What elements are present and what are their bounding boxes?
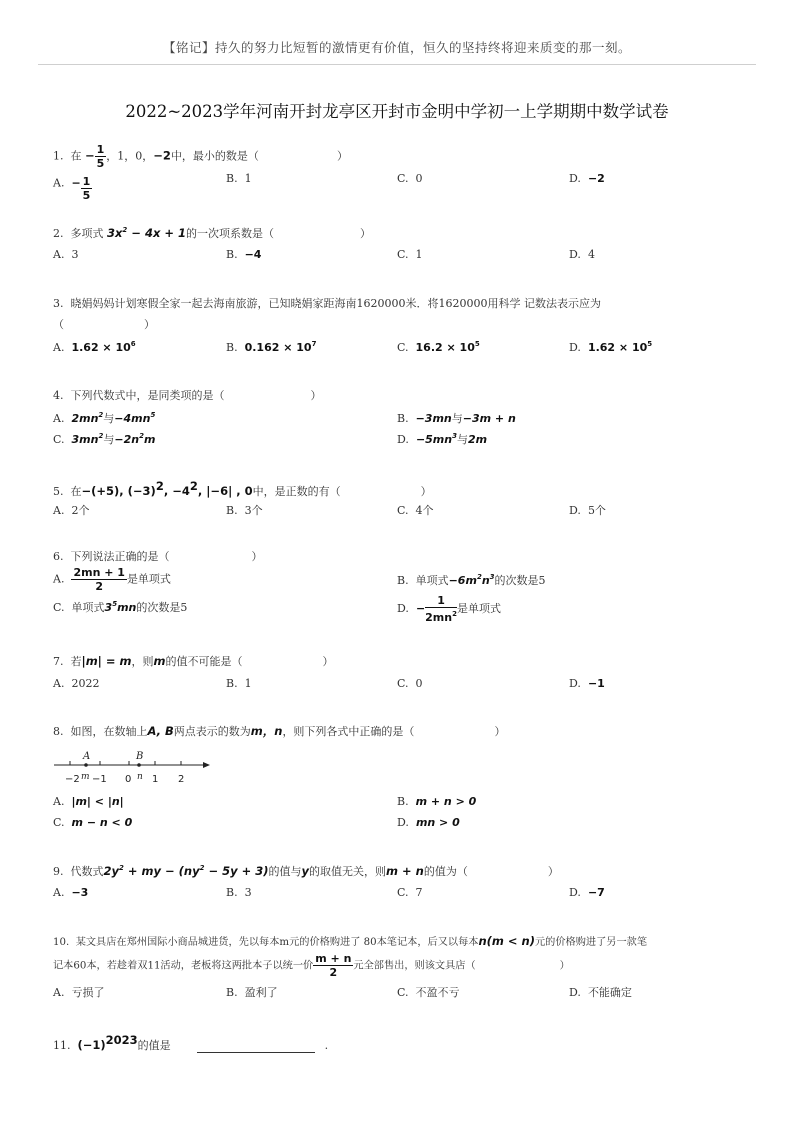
q4-option-b[interactable]: B. −3mn与−3m + n: [397, 412, 516, 425]
q8-option-d[interactable]: D. mn > 0: [397, 816, 460, 829]
q3-option-d[interactable]: D. $1.62 \times 10^5$: [569, 340, 653, 354]
q9-option-d[interactable]: D. −7: [569, 886, 605, 899]
q9-option-b[interactable]: B. 3: [226, 886, 252, 899]
q1-option-d[interactable]: D. −2: [569, 172, 605, 185]
point-b: [137, 763, 141, 767]
q9-option-c[interactable]: C. 7: [397, 886, 423, 899]
q3-option-a[interactable]: A. $1.62 \times 10^6$: [53, 340, 136, 354]
question-5: 5. 在−(+5), $(-3)^2$, $-4^2$, |−6| , 0中，是正数的有（ ）: [53, 479, 432, 498]
tick-label-minus-2: −2: [65, 774, 80, 785]
q10-option-b[interactable]: B. 盈利了: [226, 986, 278, 999]
question-7: 7. 若|m| = m，则m的值不可能是（ ）: [53, 654, 334, 668]
q1-option-b[interactable]: B. 1: [226, 172, 252, 185]
tick-label-2: 2: [178, 774, 185, 785]
question-3: 3. 晓娟妈妈计划寒假全家一起去海南旅游，已知晓娟家距海南1620000米．将1620000用科学 记数法表示应为: [53, 297, 601, 310]
q10-option-a[interactable]: A. 亏损了: [53, 986, 105, 999]
motto-banner: 【铭记】持久的努力比短暂的激情更有价值，恒久的坚持终将迎来质变的那一刻。: [162, 40, 631, 55]
q7-option-b[interactable]: B. 1: [226, 677, 252, 690]
q6-option-c[interactable]: C. 单项式$3^5mn$的次数是5: [53, 600, 188, 614]
header-divider: [38, 64, 756, 65]
q2-option-d[interactable]: D. 4: [569, 248, 595, 261]
q8-option-a[interactable]: A. |m| < |n|: [53, 795, 124, 808]
q8-option-c[interactable]: C. m − n < 0: [53, 816, 133, 829]
q5-option-d[interactable]: D. 5个: [569, 504, 606, 517]
fraction-d: $\frac{1}{2mn^2}$: [425, 594, 457, 624]
q1-option-c[interactable]: C. 0: [397, 172, 423, 185]
q5-option-a[interactable]: A. 2个: [53, 504, 90, 517]
question-8: 8. 如图，在数轴上A, B两点表示的数为m，n，则下列各式中正确的是（ ）: [53, 724, 506, 738]
question-2: 2. 多项式 $3x^2 - 4x + 1$的一次项系数是（ ）: [53, 226, 372, 240]
label-b: B: [136, 751, 144, 762]
question-11: 11. $(-1)^{2023}$的值是 .: [53, 1033, 329, 1052]
number-line-figure: [52, 748, 214, 788]
tick-label-0: 0: [125, 774, 132, 785]
q7-option-c[interactable]: C. 0: [397, 677, 423, 690]
q3-option-c[interactable]: C. $16.2 \times 10^5$: [397, 340, 480, 354]
arrow-right-icon: [203, 762, 210, 768]
q5-option-c[interactable]: C. 4个: [397, 504, 434, 517]
q7-option-a[interactable]: A. 2022: [53, 677, 100, 690]
q6-option-d[interactable]: D. − $\frac{1}{2mn^2}$ 是单项式: [397, 594, 501, 624]
page-title: 2022~2023学年河南开封龙亭区开封市金明中学初一上学期期中数学试卷: [125, 102, 669, 121]
q4-option-d[interactable]: D. $-5mn^3$与2m: [397, 432, 488, 446]
q4-option-c[interactable]: C. $3mn^2$与$-2n^2m$: [53, 432, 156, 446]
q10-option-d[interactable]: D. 不能确定: [569, 986, 632, 999]
q3-option-b[interactable]: B. $0.162 \times 10^7$: [226, 340, 317, 354]
q6-option-a[interactable]: A. $\frac{2mn + 1}{2}$ 是单项式: [53, 566, 171, 593]
q8-option-b[interactable]: B. m + n > 0: [397, 795, 477, 808]
point-a: [84, 763, 88, 767]
q10-option-c[interactable]: C. 不盈不亏: [397, 986, 460, 999]
q2-option-b[interactable]: B. −4: [226, 248, 262, 261]
question-6: 6. 下列说法正确的是（ ）: [53, 550, 263, 563]
q9-option-a[interactable]: A. −3: [53, 886, 89, 899]
tick-label-1: 1: [152, 774, 159, 785]
question-10: 10. 某文具店在郑州国际小商品城进货，先以每本m元的价格购进了 80本笔记本，后又以每本n(m < n)元的价格购进了另一款笔: [53, 934, 648, 948]
question-3-paren: （ ）: [53, 318, 155, 331]
label-m: m: [81, 772, 90, 782]
question-10-line-2: 记本60本，若趁着双11活动，老板将这两批本子以统一价 $\frac{m + n}{2}$ 元全部售出，则该文具店（ ）: [53, 952, 570, 979]
label-a: A: [83, 751, 91, 762]
q2-option-a[interactable]: A. 3: [53, 248, 79, 261]
question-9: 9. 代数式$2y^2$ + my − $(ny^2 - 5y + 3)$的值与y的取值无关，则m + n的值为（ ）: [53, 864, 559, 878]
q1-option-a[interactable]: A. − $\frac{1}{5}$: [53, 175, 91, 202]
tick-label-minus-1: −1: [92, 774, 107, 785]
question-4: 4. 下列代数式中，是同类项的是（ ）: [53, 389, 322, 402]
label-n: n: [137, 772, 143, 782]
q2-option-c[interactable]: C. 1: [397, 248, 423, 261]
q6-option-b[interactable]: B. 单项式$-6m^2n^3$的次数是5: [397, 573, 546, 587]
q7-option-d[interactable]: D. −1: [569, 677, 605, 690]
question-1: 1. 在 − $\frac{1}{5}$ ，1，0，−2中，最小的数是（ ）: [53, 143, 348, 170]
fraction-one-fifth: $\frac{1}{5}$: [96, 143, 105, 170]
q4-option-a[interactable]: A. $2mn^2$与$-4mn^5$: [53, 411, 156, 425]
fraction-a: $\frac{2mn + 1}{2}$: [73, 566, 125, 593]
q5-option-b[interactable]: B. 3个: [226, 504, 263, 517]
fraction-average-price: $\frac{m + n}{2}$: [315, 952, 352, 979]
answer-blank[interactable]: [197, 1052, 315, 1053]
